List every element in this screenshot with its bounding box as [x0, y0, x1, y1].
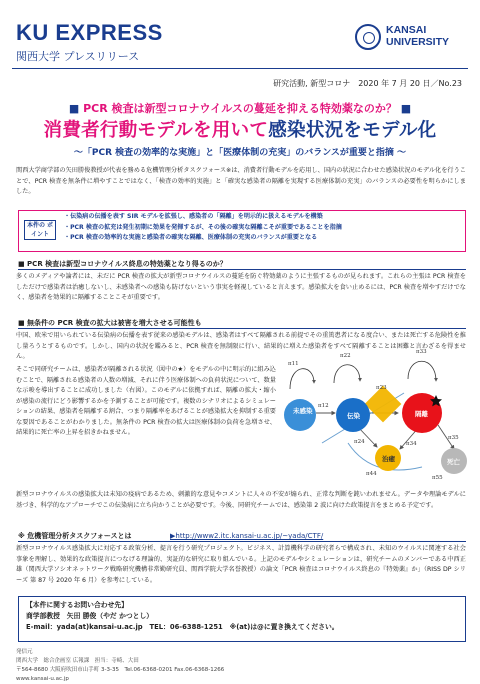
logo-ku-express: KU EXPRESS	[16, 20, 163, 45]
diagram-diamond	[365, 386, 402, 423]
node-label: 隔離	[415, 410, 428, 418]
section1-underline	[18, 269, 466, 270]
pi-label: π34	[406, 441, 417, 447]
section2-underline	[18, 328, 466, 329]
university-name: KANSAI UNIVERSITY	[386, 24, 450, 48]
contact-title: 【本件に関するお問い合わせ先】	[26, 601, 128, 609]
keypoint-item: ・PCR 検査の効率的な実施と感染者の確実な隔離、医療体制の充実のバランスが重要となる	[64, 234, 318, 241]
section1-title: ■ PCR 検査は新型コロナウイルス終息の特効薬となり得るのか？	[18, 260, 227, 268]
footer-origin: 発信元	[16, 649, 33, 655]
node-label: 未感染	[293, 407, 313, 415]
node-label: 伝染	[347, 412, 360, 420]
pi-label: π12	[318, 403, 329, 409]
infection-model-diagram	[282, 343, 468, 481]
header-divider	[12, 68, 468, 69]
headline-title: 消費者行動モデルを用いて感染状況をモデル化	[43, 120, 437, 141]
pi-label: π55	[432, 475, 443, 481]
section2-body-after: 新型コロナウイルスの感染拡大は未知の疫病であるため、刺激的な意見やコメントに人々の不安が煽られ、正常な判断を鈍いわれません。データや理論モデルに基づき、科学的なアプローチでこの伝染病に立ち向かうことが必要です。今後、同研究チームでは、感染第 2 波に向けた政策提言をまとめる予定です。	[16, 491, 466, 509]
node-label: 治癒	[382, 455, 395, 463]
pi-label: π23	[376, 385, 387, 391]
section2-body-full: 中国、欧米で用いられている伝染病の伝播を表す従来の感染モデルは、感染者はすべて隔離される前提でその重篤患者になる度合い、または死亡する危険性を推し量ろうとするものです。しかし、国内の状況を鑑みると、PCR 検査を無制限に行い、結果的に増えた感染者をすべて隔離することは困難と言わざるを得ません。	[16, 332, 466, 360]
taskforce-underline	[18, 541, 466, 542]
intro-paragraph: 関西大学商学部の矢田勝俊教授が代表を務める危機管理分析タスクフォース※は、消費者行動モデルを応用し、国内の状況に合わせた感染状況のモデル化を行うことで、PCR 検査を無条件に増やすことではなく、「検査の効率的実施」と「確実な感染者の隔離を実現する医療体制の充実」のバランスの必要性を明らかにしました。	[16, 167, 466, 195]
contact-line[interactable]: E-mail：yada(at)kansai-u.ac.jp TEL：06-6388-1251 ※(at)は@に置き換えてください。	[26, 623, 339, 631]
pi-label: π24	[354, 439, 365, 445]
pi-label: π11	[288, 361, 299, 367]
section2-body-left: そこで同研究チームは、感染者が隔離される状況（図中の★）をモデルの中に明示的に組み込むことで、隔離される感染者の人数の増減、それに伴う医療体制への負荷状況について、数量な示唆を導出することに成功しました（右図）。このモデルに依拠すれば、隔離の拡大・縮小が感染の流行にどう影響するかを予測することが可能です。複数のシナリオによるシミュレーションの結果、感染者を隔離する割合、つまり隔離率をあげることが感染拡大を抑制する重要な要因であることがわかりました。無条件の PCR 検査の拡大は医療体制の負荷を急増させ、結果的に死亡率の上昇を招きかねません。	[16, 366, 276, 436]
release-meta: 研究活動, 新型コロナ 2020 年 7 月 20 日／No.23	[273, 79, 462, 88]
taskforce-link[interactable]: ▶http://www2.itc.kansai-u.ac.jp/~yada/CTF/	[170, 532, 324, 540]
keypoint-item: ・PCR 検査の拡充は発生初期に効果を発揮するが、その後の確実な隔離こそが重要であることを指摘	[64, 223, 342, 231]
pi-label: π35	[448, 435, 459, 441]
keypoints-list	[64, 212, 464, 244]
footer-address: 〒564-8680 大阪府吹田市山手町 3-3-35 Tel.06-6368-0201 Fax.06-6368-1266	[16, 667, 225, 673]
contact-person: 商学部教授 矢田 勝俊（やだ かつとし）	[26, 612, 154, 620]
node-label: 死亡	[447, 458, 460, 466]
pi-label: π44	[366, 471, 377, 477]
footer-org: 関西大学 総合企画室 広報課 担当：寺崎、大田	[16, 658, 139, 664]
keypoints-label: 本件の ポイント	[24, 220, 56, 240]
headline-subtitle: ～「PCR 検査の効率的な実施」と「医療体制の充実」のバランスが重要と指摘 ～	[73, 148, 407, 158]
section2-title: ■ 無条件の PCR 検査の拡大は被害を増大させる可能性も	[18, 319, 202, 327]
node-uninfected	[284, 399, 316, 431]
keypoint-item: ・伝染病の伝播を表す SIR モデルを拡張し、感染者の「隔離」を明示的に扱えるモデルを構築	[64, 213, 323, 220]
taskforce-body: 新型コロナウイルス感染拡大に対応する政策分析、提言を行う研究プロジェクト。ビジネス、計算機科学の研究者らで構成され、未知のウイルスに関連する社会事象を理解し、効果的な政策提言につなげる理論的、実証的な研究に取り組んでいる。上記のモデルやシミュレーションは、研究チームのメンバーである中西正雄（関西大学ソシオネットワーク戦略研究機構非常勤研究員、関西学院大学名誉教授）の論文「PCR 検査はコロナウイルス終息の『特効薬』か」（RISS DP シリーズ 第 87 号 2020 年 6 月）を参考にしている。	[16, 545, 466, 584]
headline-question: ■ PCR 検査は新型コロナウイルスの蔓延を抑える特効薬なのか？ ■	[68, 102, 412, 115]
university-seal-icon	[355, 24, 381, 50]
pi-label: π22	[340, 353, 351, 359]
logo-subtitle: 関西大学 プレスリリース	[16, 50, 140, 63]
section1-body: 多くのメディアや論者には、未だに PCR 検査の拡大が新型コロナウイルスの蔓延を防ぐ特効薬のように主張するものが見られます。これらの主張は PCR 検査をしただけで感染者は治癒しないし、未感染者への感染も防げないという事実を軽視していると言えます。感染拡大を食い止めるには、PCR 検査を増やすだけでなく、感染者を効果的に隔離することこそが重要です。	[16, 273, 466, 301]
pi-label: π33	[416, 349, 427, 355]
taskforce-title: ※ 危機管理分析タスクフォースとは	[18, 532, 132, 540]
footer-url[interactable]: www.kansai-u.ac.jp	[16, 676, 69, 682]
contact-info	[26, 600, 466, 633]
footer	[16, 648, 316, 684]
